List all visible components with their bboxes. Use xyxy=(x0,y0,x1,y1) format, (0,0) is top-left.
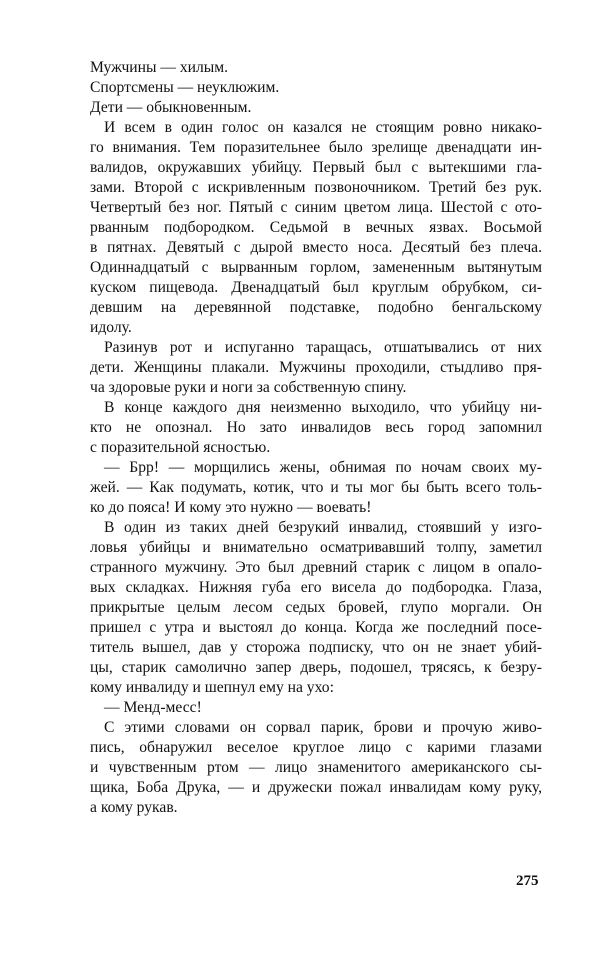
text-line: ча здоровые руки и ноги за собственную спину. xyxy=(90,379,407,396)
text-line: прикрытые целым лесом седых бровей, глупо моргали. Он xyxy=(90,599,542,616)
text-line: идолу. xyxy=(90,319,132,336)
paragraph xyxy=(90,78,542,98)
text-line: и чувственным ртом — лицо знаменитого американского сы- xyxy=(90,759,542,776)
text-line: ловья убийцы и внимательно осматривавший толпу, заметил xyxy=(90,539,542,556)
text-line: ко до пояса! И кому это нужно — воевать! xyxy=(90,499,372,516)
text-line: цы, старик самолично запер дверь, подошел, трясясь, к безру- xyxy=(90,659,542,676)
paragraph xyxy=(90,58,542,78)
text-line: С этими словами он сорвал парик, брови и прочую живо- xyxy=(104,719,542,736)
text-line: — Брр! — морщились жены, обнимая по ночам своих му- xyxy=(104,459,542,476)
text-line: с поразительной ясностью. xyxy=(90,439,271,456)
text-line: щика, Боба Друка, — и дружески пожал инвалидам кому руку, xyxy=(90,779,542,796)
text-line: титель вышел, дав у сторожа подписку, что он не знает убий- xyxy=(90,639,542,656)
text-line: — Менд-месс! xyxy=(104,699,202,716)
paragraph xyxy=(90,118,542,338)
text-line: вых складках. Нижняя губа его висела до подбородка. Глаза, xyxy=(90,579,542,596)
text-line: Четвертый без ног. Пятый с синим цветом лица. Шестой с ото- xyxy=(90,199,542,216)
paragraph xyxy=(90,698,542,718)
text-line: Спортсмены — неуклюжим. xyxy=(90,79,280,96)
text-line: в пятнах. Девятый с дырой вместо носа. Десятый без плеча. xyxy=(90,239,542,256)
text-line: а кому рукав. xyxy=(90,799,178,816)
text-line: пришел с утра и выстоял до конца. Когда же последний посе- xyxy=(90,619,542,636)
text-line: куском пищевода. Двенадцатый был круглым обрубком, си- xyxy=(90,279,542,296)
page-number: 275 xyxy=(516,873,539,889)
text-line: жей. — Как подумать, котик, что и ты мог бы быть всего толь- xyxy=(90,479,542,496)
paragraph xyxy=(90,718,542,818)
paragraph xyxy=(90,518,542,698)
text-line: Мужчины — хилым. xyxy=(90,59,229,76)
text-line: дети. Женщины плакали. Мужчины проходили, стыдливо пря- xyxy=(90,359,542,376)
text-line: странного мужчину. Это был древний старик с лицом в опало- xyxy=(90,559,542,576)
text-line: Разинув рот и испуганно таращась, отшатывались от них xyxy=(104,339,542,356)
text-line: валидов, окружавших убийцу. Первый был с вытекшими гла- xyxy=(90,159,542,176)
text-line: рванным подбородком. Седьмой в вечных язвах. Восьмой xyxy=(90,219,542,236)
text-line: кому инвалиду и шепнул ему на ухо: xyxy=(90,679,334,696)
paragraph xyxy=(90,338,542,398)
text-line: го внимания. Тем поразительнее было зрелище двенадцати ин- xyxy=(90,139,542,156)
body-text xyxy=(90,58,542,818)
text-line: Одиннадцатый с вырванным горлом, замененным вытянутым xyxy=(90,259,542,276)
paragraph xyxy=(90,98,542,118)
text-line: Дети — обыкновенным. xyxy=(90,99,252,116)
text-line: зами. Второй с искривленным позвоночником. Третий без рук. xyxy=(90,179,542,196)
text-line: девшим на деревянной подставке, подобно бенгальскому xyxy=(90,299,542,316)
text-line: кто не опознал. Но зато инвалидов весь город запомнил xyxy=(90,419,542,436)
text-line: В конце каждого дня неизменно выходило, что убийцу ни- xyxy=(104,399,542,416)
paragraph xyxy=(90,398,542,458)
text-line: В один из таких дней безрукий инвалид, стоявший у изго- xyxy=(104,519,542,536)
text-line: И всем в один голос он казался не стоящим ровно никако- xyxy=(104,119,542,136)
paragraph xyxy=(90,458,542,518)
text-line: пись, обнаружил веселое круглое лицо с карими глазами xyxy=(90,739,542,756)
